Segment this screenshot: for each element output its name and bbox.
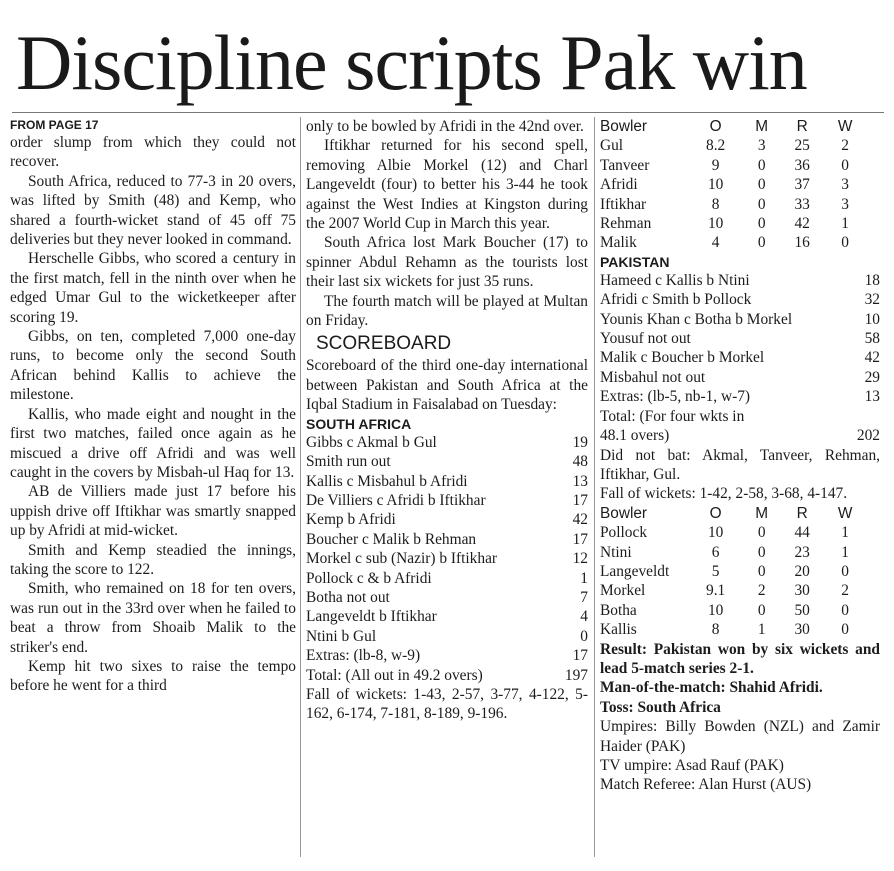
total-line-2 bbox=[600, 426, 880, 445]
bowling-row bbox=[600, 156, 866, 175]
batsman-name: Misbahul not out bbox=[600, 368, 706, 386]
total-label: Total: (For four wkts in bbox=[600, 407, 745, 425]
batting-card-pakistan bbox=[600, 271, 880, 407]
scoreboard-intro: Scoreboard of the third one-day international between Pakistan and South Africa at the Iqbal Stadium in Faisalabad on Tuesday: bbox=[306, 357, 588, 414]
bowler-name: Langeveldt bbox=[600, 562, 670, 580]
article-paragraph: only to be bowled by Afridi in the 42nd over. bbox=[306, 118, 584, 135]
from-page-label: FROM PAGE 17 bbox=[10, 118, 99, 132]
batting-row bbox=[306, 607, 588, 626]
bowling-header-cell: Bowler bbox=[600, 118, 648, 135]
fall-of-wickets: Fall of wickets: 1-42, 2-58, 3-68, 4-147. bbox=[600, 485, 848, 503]
batting-row bbox=[306, 588, 588, 607]
batsman-runs: 10 bbox=[864, 310, 880, 328]
bowling-figure: 1 bbox=[841, 524, 849, 542]
bowling-figure: 0 bbox=[841, 562, 849, 580]
bowler-name: Morkel bbox=[600, 582, 646, 600]
batting-row bbox=[600, 310, 880, 329]
column-divider bbox=[300, 117, 301, 857]
bowler-name: Ntini bbox=[600, 543, 632, 561]
bowling-figure: 0 bbox=[757, 543, 766, 561]
bowling-figure: 9.1 bbox=[706, 582, 726, 600]
bowling-figure: 10 bbox=[707, 601, 724, 619]
batsman-name: Younis Khan c Botha b Morkel bbox=[600, 310, 793, 328]
batsman-name: Pollock c & b Afridi bbox=[306, 569, 432, 587]
batting-row bbox=[306, 666, 588, 685]
bowling-figure: 8 bbox=[711, 621, 720, 639]
bowling-figure: 4 bbox=[711, 234, 720, 252]
bowling-header-cell: M bbox=[755, 504, 769, 522]
bowling-header-cell: R bbox=[796, 118, 808, 135]
bowler-name: Afridi bbox=[600, 176, 638, 194]
bowling-figure: 9 bbox=[711, 156, 720, 174]
bowling-figure: 37 bbox=[794, 176, 810, 194]
bowling-figure: 1 bbox=[757, 621, 766, 639]
bowler-name: Kallis bbox=[600, 621, 637, 639]
article-column-1 bbox=[10, 117, 296, 696]
column-divider bbox=[594, 117, 595, 857]
article-paragraph: Smith and Kemp steadied the innings, taking the score to 122. bbox=[10, 541, 296, 578]
bowling-figure: 42 bbox=[794, 215, 810, 233]
batsman-runs: 42 bbox=[572, 511, 588, 529]
match-referee: Match Referee: Alan Hurst (AUS) bbox=[600, 776, 812, 794]
batsman-runs: 7 bbox=[580, 588, 588, 606]
batsman-runs: 17 bbox=[572, 491, 588, 509]
bowling-figure: 25 bbox=[794, 137, 810, 155]
bowling-figure: 8 bbox=[711, 195, 720, 213]
bowling-figure: 0 bbox=[757, 601, 766, 619]
bowling-figure: 2 bbox=[757, 582, 766, 600]
bowling-figure: 30 bbox=[794, 582, 810, 600]
batsman-name: Gibbs c Akmal b Gul bbox=[306, 433, 437, 451]
bowling-figure: 3 bbox=[757, 137, 766, 155]
batsman-runs: 4 bbox=[580, 608, 588, 626]
bowler-name: Rehman bbox=[600, 215, 652, 233]
bowling-figure: 0 bbox=[757, 215, 766, 233]
bowling-figure: 20 bbox=[794, 562, 810, 580]
bowling-row bbox=[600, 523, 866, 542]
bowling-figure: 10 bbox=[707, 524, 724, 542]
bowling-figure: 50 bbox=[794, 601, 810, 619]
total-runs: 202 bbox=[856, 427, 880, 445]
bowling-row bbox=[600, 136, 866, 155]
batsman-runs: 1 bbox=[580, 569, 588, 587]
batting-row bbox=[600, 348, 880, 367]
bowling-figure: 44 bbox=[794, 524, 810, 542]
batsman-runs: 13 bbox=[572, 472, 588, 490]
bowling-figure: 3 bbox=[841, 176, 849, 194]
fall-of-wickets: Fall of wickets: 1-43, 2-57, 3-77, 4-122, 5-162, 6-174, 7-181, 8-189, 9-196. bbox=[306, 685, 588, 723]
batsman-name: Kallis c Misbahul b Afridi bbox=[306, 472, 468, 490]
bowling-figure: 16 bbox=[794, 234, 810, 252]
article-paragraph: Herschelle Gibbs, who scored a century in the first match, fell in the ninth over when he edged Umar Gul to the wicketkeeper after scoring 19. bbox=[10, 250, 296, 326]
bowling-figure: 1 bbox=[841, 543, 849, 561]
bowling-header-cell: R bbox=[796, 504, 808, 522]
batsman-name: Malik c Boucher b Morkel bbox=[600, 349, 765, 367]
batsman-runs: 58 bbox=[864, 330, 880, 348]
article-paragraph: Kallis, who made eight and nought in the first two matches, failed once again as he miscued a drive off Afridi and was well caught in the covers by Misbah-ul Haq for 13. bbox=[10, 405, 296, 481]
scoreboard-heading: SCOREBOARD bbox=[316, 333, 452, 355]
bowling-figure: 0 bbox=[841, 156, 849, 174]
bowling-figure: 8.2 bbox=[706, 137, 726, 155]
batting-row bbox=[600, 329, 880, 348]
bowler-name: Botha bbox=[600, 601, 637, 619]
batsman-name: Ntini b Gul bbox=[306, 627, 377, 645]
article-paragraph: South Africa, reduced to 77-3 in 20 overs, was lifted by Smith (48) and Kemp, who shared a fourth-wicket stand of 45 off 75 deliveries but they never looked in command. bbox=[10, 172, 296, 249]
headline-rule bbox=[12, 112, 884, 113]
batting-row bbox=[600, 290, 880, 309]
batsman-runs: 13 bbox=[864, 388, 880, 406]
bowling-row bbox=[600, 620, 866, 639]
batsman-name: Botha not out bbox=[306, 588, 390, 606]
batsman-name: De Villiers c Afridi b Iftikhar bbox=[306, 491, 486, 509]
bowling-figure: 0 bbox=[841, 621, 849, 639]
batting-row bbox=[306, 452, 588, 471]
batting-row bbox=[306, 510, 588, 529]
batting-row bbox=[600, 271, 880, 290]
batsman-name: Smith run out bbox=[306, 453, 391, 471]
batting-row bbox=[306, 472, 588, 491]
bowling-figure: 0 bbox=[757, 562, 766, 580]
bowling-header-cell: W bbox=[837, 504, 853, 522]
bowling-figure: 6 bbox=[711, 543, 720, 561]
bowling-row bbox=[600, 233, 866, 252]
bowling-figure: 0 bbox=[757, 524, 766, 542]
batsman-runs: 29 bbox=[864, 368, 880, 386]
batsman-name: Langeveldt b Iftikhar bbox=[306, 608, 437, 626]
toss: Toss: South Africa bbox=[600, 698, 721, 716]
batsman-runs: 48 bbox=[572, 453, 588, 471]
bowling-figure: 2 bbox=[841, 137, 849, 155]
batting-row bbox=[600, 387, 880, 406]
bowling-header-cell: W bbox=[837, 118, 853, 135]
bowling-header-cell: Bowler bbox=[600, 504, 648, 522]
batsman-runs: 17 bbox=[572, 530, 588, 548]
bowling-figure: 36 bbox=[794, 156, 810, 174]
headline: Discipline scripts Pak win bbox=[16, 19, 807, 106]
bowling-header-cell: O bbox=[709, 504, 722, 522]
bowling-figure: 1 bbox=[841, 215, 849, 233]
batting-card-south-africa bbox=[306, 433, 588, 685]
article-paragraph: Kemp hit two sixes to raise the tempo before he went for a third bbox=[10, 657, 296, 695]
bowler-name: Iftikhar bbox=[600, 195, 647, 213]
did-not-bat: Did not bat: Akmal, Tanveer, Rehman, Iftikhar, Gul. bbox=[600, 446, 880, 483]
batting-row bbox=[306, 549, 588, 568]
bowling-row bbox=[600, 543, 866, 562]
batsman-runs: 197 bbox=[564, 666, 588, 684]
batsman-name: Hameed c Kallis b Ntini bbox=[600, 271, 750, 289]
batsman-runs: 17 bbox=[572, 647, 588, 665]
bowling-header-row bbox=[600, 504, 866, 523]
batsman-name: Morkel c sub (Nazir) b Iftikhar bbox=[306, 550, 498, 568]
article-paragraph: Gibbs, on ten, completed 7,000 one-day runs, to become only the second South African behind Kallis to achieve the milestone. bbox=[10, 328, 296, 404]
batsman-name: Yousuf not out bbox=[600, 330, 691, 348]
bowling-figure: 30 bbox=[794, 621, 810, 639]
bowling-figure: 5 bbox=[711, 562, 720, 580]
bowler-name: Pollock bbox=[600, 524, 648, 542]
batting-row bbox=[600, 368, 880, 387]
bowling-row bbox=[600, 175, 866, 194]
bowling-figure: 10 bbox=[707, 176, 724, 194]
bowling-figure: 0 bbox=[841, 601, 849, 619]
result-line: Result: Pakistan won by six wickets and lead 5-match series 2-1. bbox=[600, 640, 880, 677]
bowler-name: Malik bbox=[600, 234, 637, 252]
batsman-name: Afridi c Smith b Pollock bbox=[600, 291, 752, 309]
batsman-runs: 12 bbox=[572, 550, 588, 568]
article-paragraph: order slump from which they could not recover. bbox=[10, 134, 296, 171]
scorecard-column-3 bbox=[600, 117, 880, 795]
article-paragraph: South Africa lost Mark Boucher (17) to spinner Abdul Rehamn as the tourists lost their last six wickets for just 35 runs. bbox=[306, 234, 588, 291]
bowling-figure: 0 bbox=[757, 234, 766, 252]
bowling-row bbox=[600, 195, 866, 214]
total-overs: 48.1 overs) bbox=[600, 427, 670, 445]
batsman-runs: 42 bbox=[864, 349, 880, 367]
tv-umpire: TV umpire: Asad Rauf (PAK) bbox=[600, 757, 784, 774]
batsman-name: Kemp b Afridi bbox=[306, 511, 396, 529]
batting-row bbox=[306, 569, 588, 588]
bowling-figure: 0 bbox=[757, 156, 766, 174]
bowling-row bbox=[600, 601, 866, 620]
bowling-table-south-africa bbox=[600, 504, 866, 640]
bowling-header-cell: O bbox=[709, 118, 722, 135]
batting-row bbox=[306, 491, 588, 510]
umpires: Umpires: Billy Bowden (NZL) and Zamir Haider (PAK) bbox=[600, 718, 880, 755]
bowling-header-cell: M bbox=[755, 118, 769, 135]
batting-row bbox=[306, 433, 588, 452]
batting-row bbox=[306, 627, 588, 646]
article-paragraph: The fourth match will be played at Multan on Friday. bbox=[306, 292, 588, 330]
batsman-runs: 0 bbox=[580, 627, 588, 645]
bowling-figure: 23 bbox=[794, 543, 810, 561]
team-heading-pakistan: PAKISTAN bbox=[600, 253, 670, 270]
bowling-figure: 0 bbox=[841, 234, 849, 252]
bowling-row bbox=[600, 214, 866, 233]
article-column-2 bbox=[306, 117, 588, 724]
batsman-name: Extras: (lb-8, w-9) bbox=[306, 647, 421, 665]
batsman-runs: 32 bbox=[864, 291, 880, 309]
article-paragraph: AB de Villiers made just 17 before his uppish drive off Iftikhar was smartly snapped up by Afridi at mid-wicket. bbox=[10, 483, 296, 540]
article-paragraph: Smith, who remained on 18 for ten overs, was run out in the 33rd over when he failed to beat a throw from Shoaib Malik to the striker's end. bbox=[10, 580, 296, 656]
bowling-table-pakistan bbox=[600, 117, 866, 253]
bowling-figure: 2 bbox=[841, 582, 849, 600]
bowling-figure: 0 bbox=[757, 195, 766, 213]
bowling-header-row bbox=[600, 117, 866, 136]
batsman-runs: 19 bbox=[572, 433, 588, 451]
batsman-name: Boucher c Malik b Rehman bbox=[306, 530, 477, 548]
bowling-figure: 3 bbox=[841, 195, 849, 213]
article-paragraph: Iftikhar returned for his second spell, removing Albie Morkel (12) and Charl Langeveldt (four) to better his 3-44 he took against the West Indies at Kingston during the 2007 World Cup in March this year. bbox=[306, 137, 588, 233]
man-of-match: Man-of-the-match: Shahid Afridi. bbox=[600, 679, 823, 697]
batting-row bbox=[306, 530, 588, 549]
batting-row bbox=[306, 646, 588, 665]
total-line bbox=[600, 407, 880, 446]
bowling-row bbox=[600, 581, 866, 600]
bowling-figure: 33 bbox=[794, 195, 810, 213]
bowler-name: Tanveer bbox=[600, 156, 650, 174]
bowler-name: Gul bbox=[600, 137, 624, 155]
bowling-figure: 10 bbox=[707, 215, 724, 233]
batsman-name: Extras: (lb-5, nb-1, w-7) bbox=[600, 388, 751, 406]
bowling-row bbox=[600, 562, 866, 581]
bowling-figure: 0 bbox=[757, 176, 766, 194]
batsman-name: Total: (All out in 49.2 overs) bbox=[306, 666, 483, 684]
batsman-runs: 18 bbox=[864, 271, 880, 289]
team-heading-south-africa: SOUTH AFRICA bbox=[306, 415, 412, 432]
